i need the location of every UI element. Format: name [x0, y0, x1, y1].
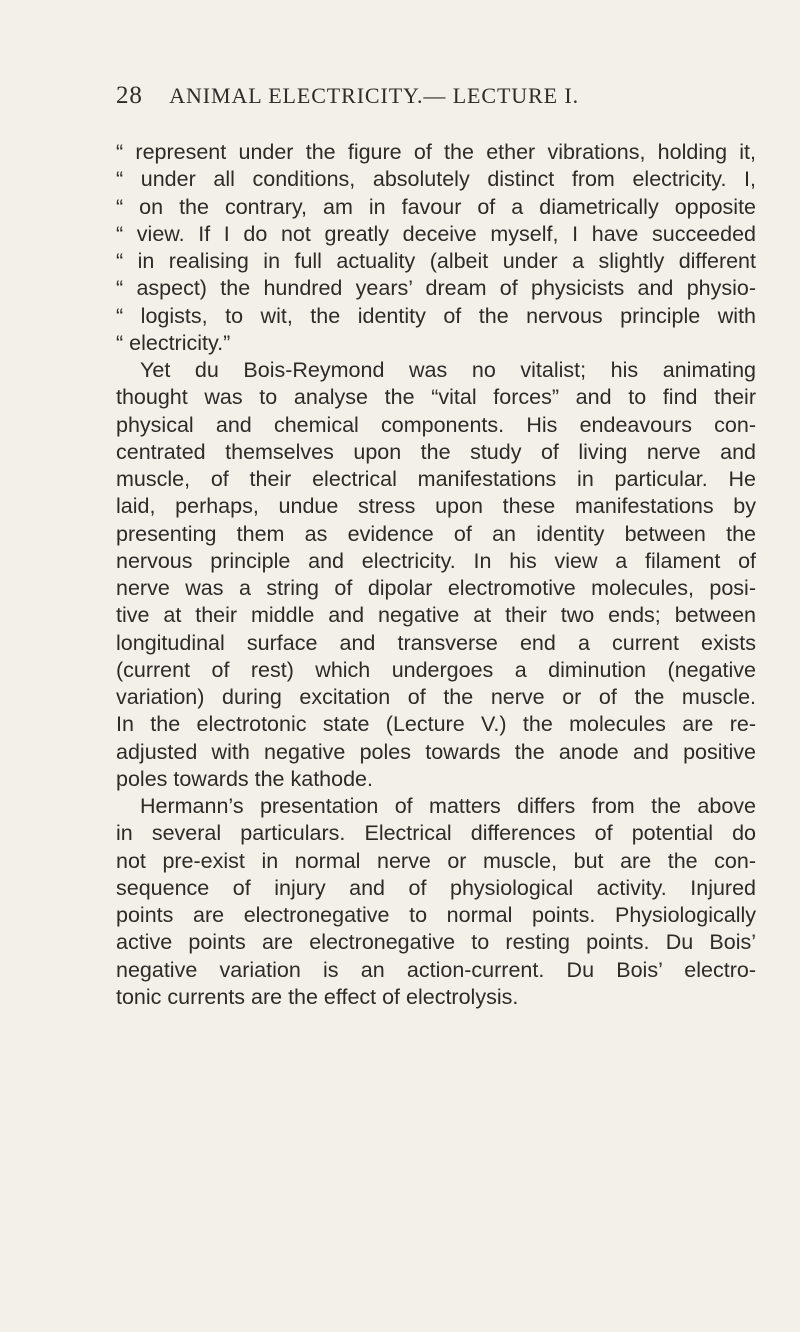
- text-line: “ electricity.”: [116, 330, 231, 355]
- text-line: “ represent under the figure of the ether vibrations, holding it,: [116, 140, 756, 164]
- paragraph-quotation: [116, 139, 756, 357]
- text-line: active points are electronegative to resting points. Du Bois’: [116, 930, 756, 955]
- paragraph-hermann: [116, 793, 756, 1011]
- text-line: In the electrotonic state (Lecture V.) the molecules are re-: [116, 712, 756, 737]
- paragraph-du-bois-reymond: [116, 357, 756, 793]
- text-line: not pre-exist in normal nerve or muscle, but are the con-: [116, 848, 756, 873]
- text-line: nerve was a string of dipolar electromotive molecules, posi-: [116, 576, 756, 600]
- text-line: “ view. If I do not greatly deceive myself, I have succeeded: [116, 221, 756, 246]
- text-line: points are electronegative to normal points. Physiologically: [116, 903, 756, 927]
- text-line: variation) during excitation of the nerve or of the muscle.: [116, 685, 756, 709]
- running-head: [116, 82, 676, 114]
- text-line: poles towards the kathode.: [116, 766, 373, 791]
- page-number: 28: [116, 82, 143, 109]
- text-line: nervous principle and electricity. In his view a filament of: [116, 548, 756, 573]
- text-line: “ logists, to wit, the identity of the nervous principle with: [116, 303, 756, 328]
- text-line: sequence of injury and of physiological activity. Injured: [116, 875, 756, 900]
- text-line: Hermann’s presentation of matters differs from the above: [140, 794, 756, 818]
- text-line: “ under all conditions, absolutely distinct from electricity. I,: [116, 167, 756, 192]
- text-line: “ in realising in full actuality (albeit under a slightly different: [116, 249, 756, 273]
- text-line: negative variation is an action-current. Du Bois’ electro-: [116, 957, 756, 982]
- text-line: Yet du Bois-Reymond was no vitalist; his animating: [140, 358, 756, 382]
- text-line: physical and chemical components. His endeavours con-: [116, 412, 756, 437]
- text-line: laid, perhaps, undue stress upon these manifestations by: [116, 494, 756, 519]
- text-line: tonic currents are the effect of electrolysis.: [116, 984, 519, 1009]
- running-title: ANIMAL ELECTRICITY.— LECTURE I.: [169, 83, 580, 108]
- body-text: [116, 139, 756, 1011]
- text-line: thought was to analyse the “vital forces” and to find their: [116, 385, 756, 410]
- text-line: adjusted with negative poles towards the anode and positive: [116, 739, 756, 764]
- text-line: in several particulars. Electrical differences of potential do: [116, 821, 756, 846]
- text-line: tive at their middle and negative at their two ends; between: [116, 603, 756, 628]
- text-line: (current of rest) which undergoes a diminution (negative: [116, 657, 756, 682]
- text-line: presenting them as evidence of an identity between the: [116, 521, 756, 546]
- text-line: muscle, of their electrical manifestations in particular. He: [116, 467, 756, 491]
- text-line: “ aspect) the hundred years’ dream of physicists and physio-: [116, 276, 756, 301]
- text-line: “ on the contrary, am in favour of a diametrically opposite: [116, 194, 756, 219]
- text-line: centrated themselves upon the study of living nerve and: [116, 439, 756, 464]
- text-line: longitudinal surface and transverse end a current exists: [116, 630, 756, 655]
